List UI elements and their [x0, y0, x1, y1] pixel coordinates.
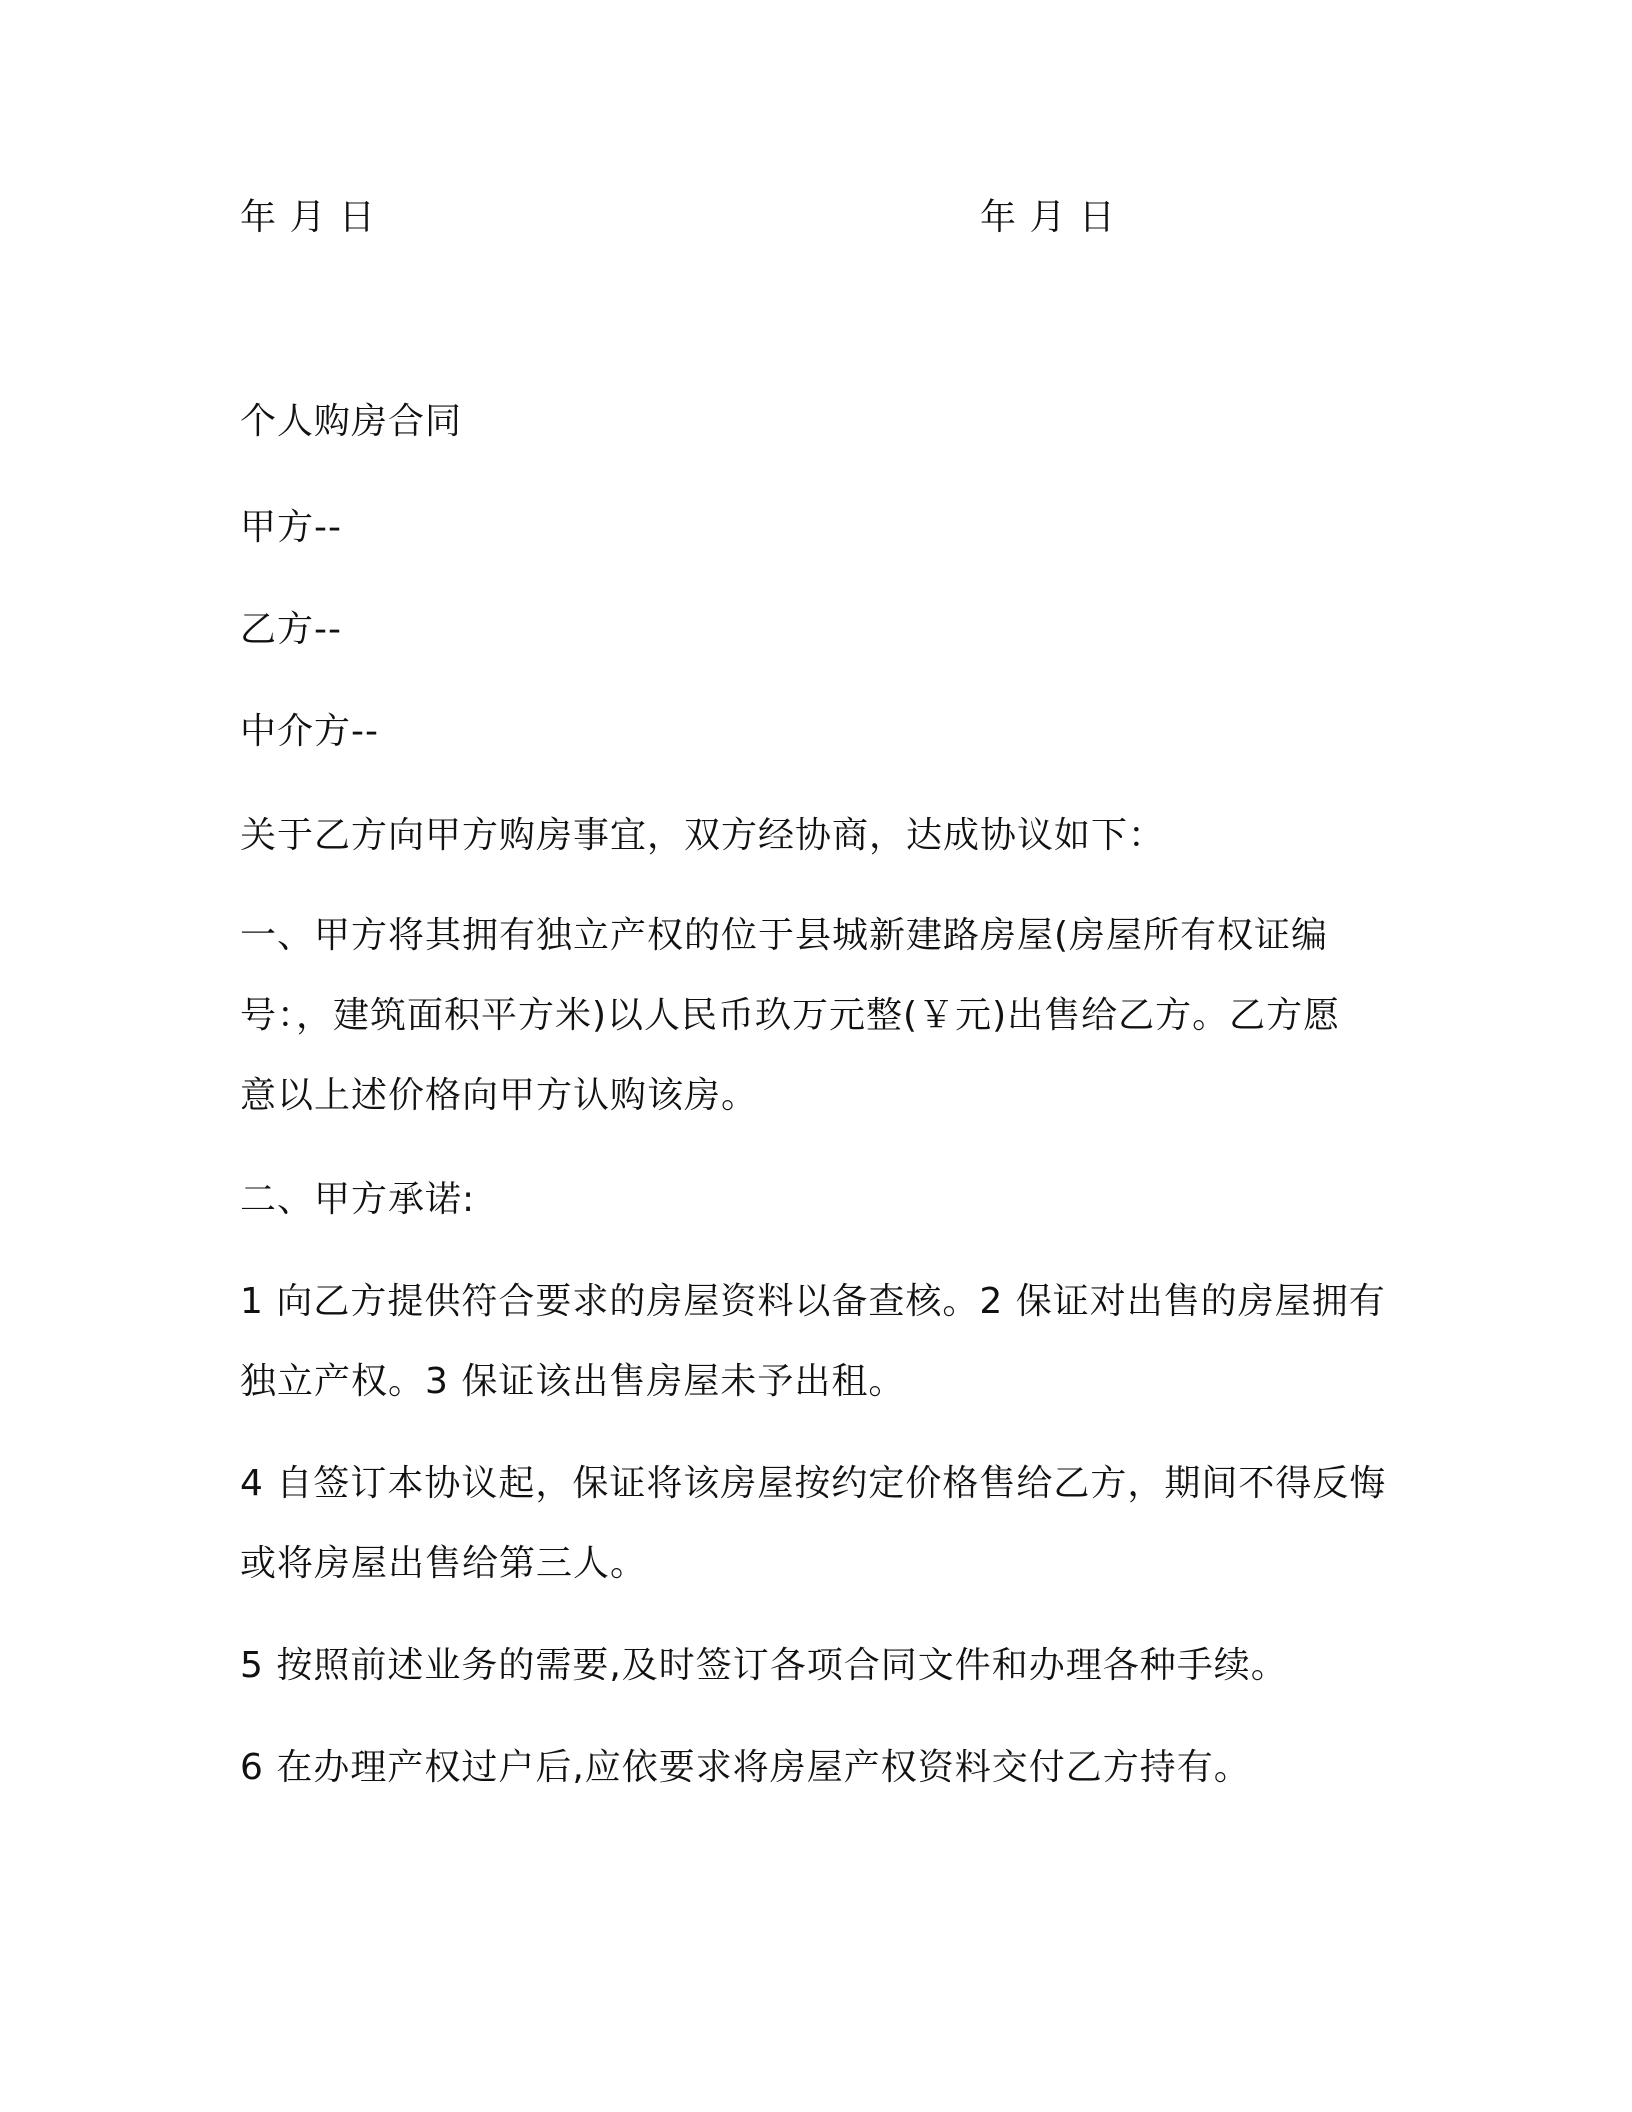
clause-1-line-2: 号：，建筑面积平方米)以人民币玖万元整(￥元)出售给乙方。乙方愿	[240, 995, 1341, 1036]
signature-date-right: 年 月 日	[980, 197, 1116, 238]
intro-paragraph: 关于乙方向甲方购房事宜，双方经协商，达成协议如下：	[240, 815, 1166, 856]
item-6: 6 在办理产权过户后,应依要求将房屋产权资料交付乙方持有。	[240, 1747, 1251, 1788]
party-a-line: 甲方--	[240, 507, 342, 548]
clause-1-line-1: 一、甲方将其拥有独立产权的位于县城新建路房屋(房屋所有权证编	[240, 915, 1329, 956]
signature-date-left: 年 月 日	[240, 197, 376, 238]
item-4-line-2: 或将房屋出售给第三人。	[240, 1543, 648, 1584]
clause-2-heading: 二、甲方承诺:	[240, 1179, 476, 1220]
items-1-3-line-2: 独立产权。3 保证该出售房屋未予出租。	[240, 1361, 906, 1402]
item-5: 5 按照前述业务的需要,及时签订各项合同文件和办理各种手续。	[240, 1645, 1288, 1686]
clause-1-line-3: 意以上述价格向甲方认购该房。	[240, 1075, 759, 1116]
item-4-line-1: 4 自签订本协议起，保证将该房屋按约定价格售给乙方，期间不得反悔	[240, 1463, 1387, 1504]
agent-line: 中介方--	[240, 711, 379, 752]
party-b-line: 乙方--	[240, 609, 342, 650]
items-1-3-line-1: 1 向乙方提供符合要求的房屋资料以备查核。2 保证对出售的房屋拥有	[240, 1281, 1386, 1322]
document-title: 个人购房合同	[240, 401, 463, 442]
